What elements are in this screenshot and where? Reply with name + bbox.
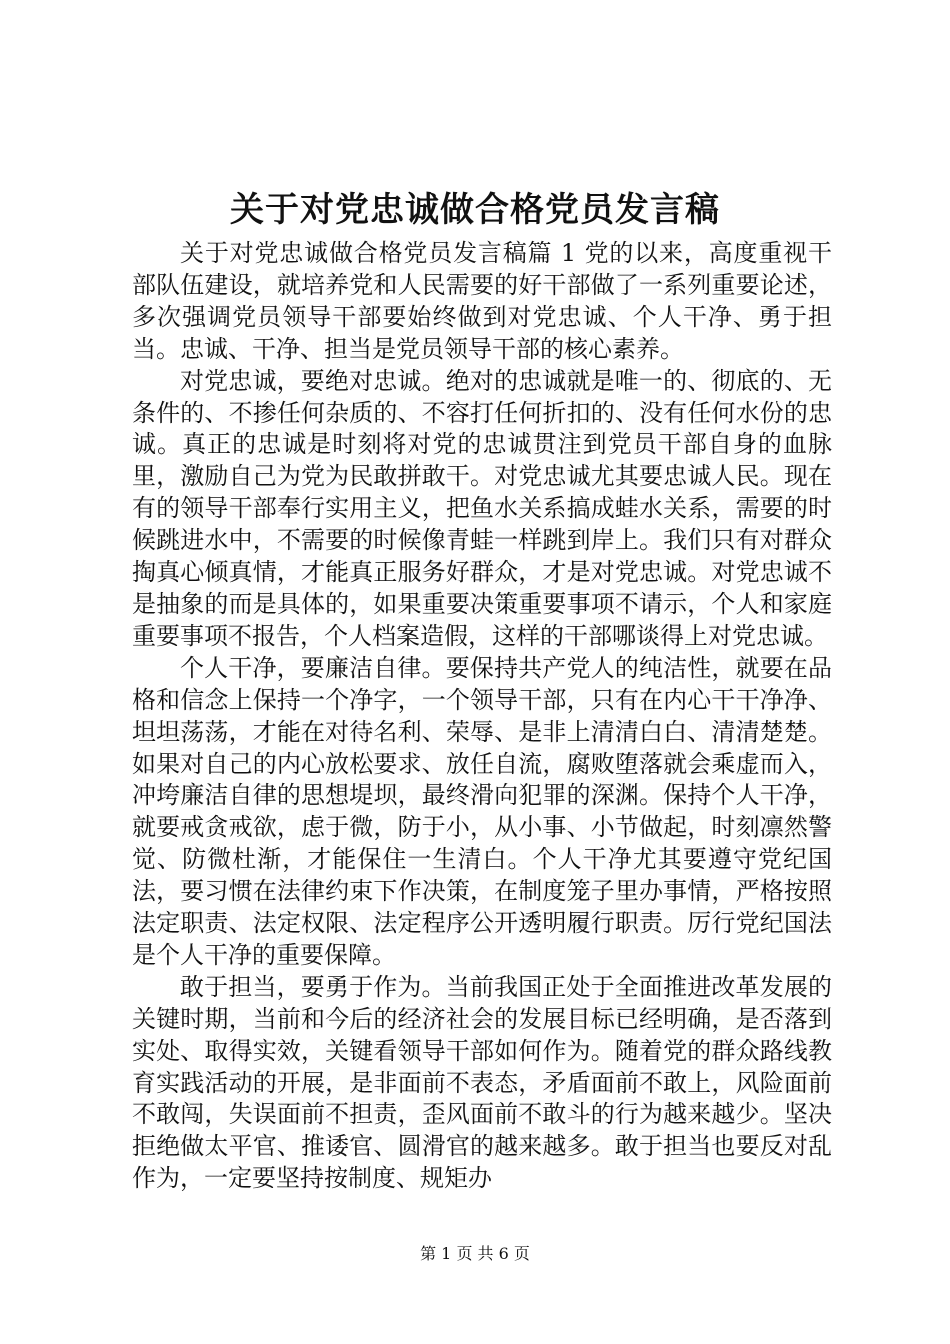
paragraph: 敢于担当，要勇于作为。当前我国正处于全面推进改革发展的关键时期，当前和今后的经济社会的发展目标已经明确，是否落到实处、取得实效，关键看领导干部如何作为。随着党的群众路线教育实践活动的开展，是非面前不表态，矛盾面前不敢上，风险面前不敢闯，失误面前不担责，歪风面前不敢斗的行为越来越少。坚决拒绝做太平官、推诿官、圆滑官的越来越多。敢于担当也要反对乱作为，一定要坚持按制度、规矩办 bbox=[132, 972, 832, 1193]
paragraph: 个人干净，要廉洁自律。要保持共产党人的纯洁性，就要在品格和信念上保持一个净字，一个领导干部，只有在内心干干净净、坦坦荡荡，才能在对待名利、荣辱、是非上清清白白、清清楚楚。如果对自己的内心放松要求、放任自流，腐败堕落就会乘虚而入，冲垮廉洁自律的思想堤坝，最终滑向犯罪的深渊。保持个人干净，就要戒贪戒欲，虑于微，防于小，从小事、小节做起，时刻凛然警觉、防微杜渐，才能保住一生清白。个人干净尤其要遵守党纪国法，要习惯在法律约束下作决策，在制度笼子里办事情，严格按照法定职责、法定权限、法定程序公开透明履行职责。厉行党纪国法是个人干净的重要保障。 bbox=[132, 653, 832, 969]
document-title: 关于对党忠诚做合格党员发言稿 bbox=[230, 190, 720, 230]
page-number-footer: 第 1 页 共 6 页 bbox=[420, 1244, 530, 1263]
paragraph: 对党忠诚，要绝对忠诚。绝对的忠诚就是唯一的、彻底的、无条件的、不掺任何杂质的、不容打任何折扣的、没有任何水份的忠诚。真正的忠诚是时刻将对党的忠诚贯注到党员干部自身的血脉里，激励自己为党为民敢拼敢干。对党忠诚尤其要忠诚人民。现在有的领导干部奉行实用主义，把鱼水关系搞成蛙水关系，需要的时候跳进水中，不需要的时候像青蛙一样跳到岸上。我们只有对群众掏真心倾真情，才能真正服务好群众，才是对党忠诚。对党忠诚不是抽象的而是具体的，如果重要决策重要事项不请示，个人和家庭重要事项不报告，个人档案造假，这样的干部哪谈得上对党忠诚。 bbox=[132, 366, 832, 650]
paragraph: 关于对党忠诚做合格党员发言稿篇 1 党的以来，高度重视干部队伍建设，就培养党和人民需要的好干部做了一系列重要论述，多次强调党员领导干部要始终做到对党忠诚、个人干净、勇于担当。忠诚、干净、担当是党员领导干部的核心素养。 bbox=[132, 239, 832, 363]
document-body bbox=[132, 238, 832, 1195]
